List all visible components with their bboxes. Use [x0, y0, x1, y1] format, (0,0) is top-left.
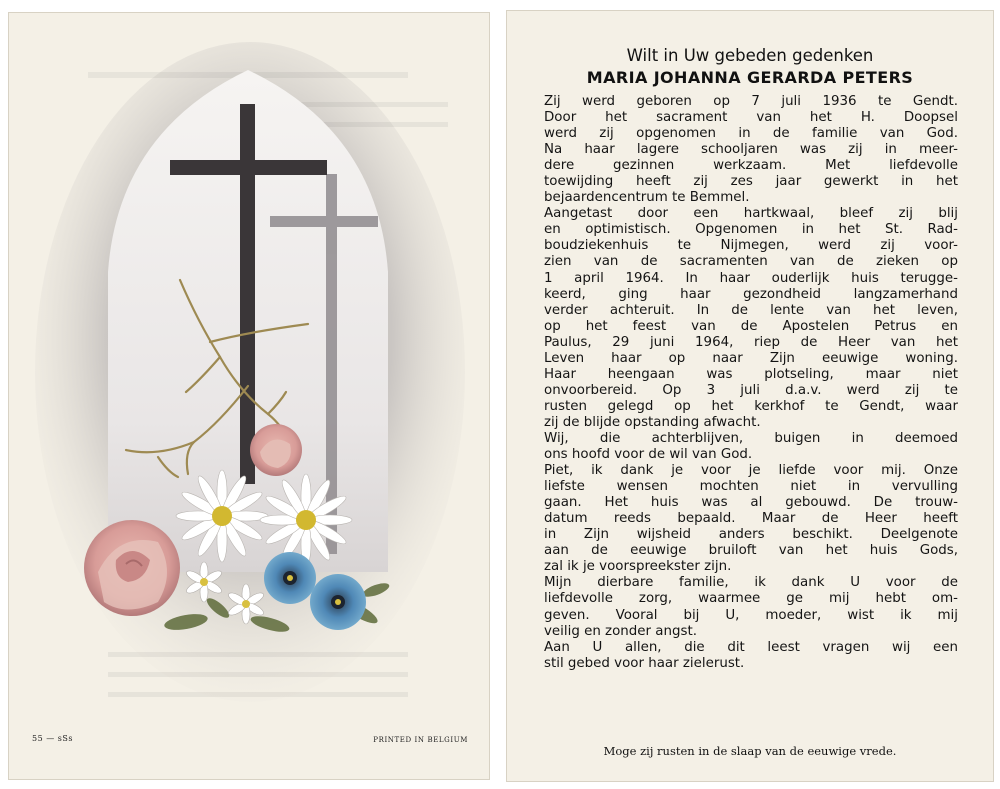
memorial-text: [544, 94, 958, 672]
text-line: veilig en zonder angst.: [544, 623, 697, 639]
paragraph: [544, 431, 958, 463]
paragraph: [544, 575, 958, 639]
text-line: liefdevolle zorg, waarmee ge mij hebt om-: [544, 591, 958, 607]
text-line: Haar heengaan was plotseling, maar niet: [544, 366, 958, 382]
text-line: zal ik je voorspreekster zijn.: [544, 559, 732, 575]
text-line: boudziekenhuis te Nijmegen, werd zij voor-: [544, 238, 958, 254]
text-line: Zij werd geboren op 7 juli 1936 te Gendt.: [544, 94, 958, 109]
pink-rose-large: [84, 520, 180, 616]
paragraph: [544, 463, 958, 575]
text-line: Mijn dierbare familie, ik dank U voor de: [544, 575, 958, 591]
text-line: liefste wensen mochten niet in vervulling: [544, 479, 958, 495]
text-line: ons hoofd voor de wil van God.: [544, 447, 753, 463]
paragraph: [544, 94, 958, 206]
intro-line: Wilt in Uw gebeden gedenken: [626, 46, 874, 65]
text-line: Aan U allen, die dit leest vragen wij een: [544, 639, 958, 655]
text-line: Door het sacrament van het H. Doopsel: [544, 110, 958, 126]
text-line: en optimistisch. Opgenomen in het St. Rad-: [544, 222, 958, 238]
text-line: toewijding heeft zij zes jaar gewerkt in het: [544, 174, 958, 190]
paragraph: [544, 206, 958, 431]
text-line: 1 april 1964. In haar ouderlijk huis terugge-: [544, 270, 958, 286]
text-line: op het feest van de Apostelen Petrus en: [544, 318, 958, 334]
paragraph: [544, 640, 958, 672]
text-line: dere gezinnen werkzaam. Met liefdevolle: [544, 158, 958, 174]
text-line: datum reeds bepaald. Maar de Heer heeft: [544, 511, 958, 527]
text-line: zij de blijde opstanding afwacht.: [544, 414, 761, 430]
text-line: geven. Vooral bij U, moeder, wist ik mij: [544, 607, 958, 623]
text-line: verder achteruit. In de lente van het leven,: [544, 302, 958, 318]
text-line: Aangetast door een hartkwaal, bleef zij blij: [544, 206, 958, 222]
text-line: Na haar lagere schooljaren was zij in meer-: [544, 142, 958, 158]
print-code: 55 — sSs: [32, 734, 73, 743]
text-line: Leven haar op naar Zijn eeuwige woning.: [544, 350, 958, 366]
deceased-name: MARIA JOHANNA GERARDA PETERS: [586, 68, 914, 87]
text-line: Wij, die achterblijven, buigen in deemoed: [544, 430, 958, 446]
text-line: in Zijn wijsheid anders beschikt. Deelgenote: [544, 527, 958, 543]
text-line: zien van de sacramenten van de zieken op: [544, 254, 958, 270]
printed-in-label: PRINTED IN BELGIUM: [373, 736, 468, 744]
closing-prayer: Moge zij rusten in de slaap van de eeuwige vrede.: [603, 744, 897, 758]
text-line: stil gebed voor haar zielerust.: [544, 655, 745, 671]
memorial-card-back: [506, 10, 994, 782]
text-line: aan de eeuwige bruiloft van het huis Gods,: [544, 543, 958, 559]
text-line: bejaardencentrum te Bemmel.: [544, 190, 750, 206]
cross-and-flowers-illustration: [8, 12, 490, 780]
text-line: werd zij opgenomen in de familie van God.: [544, 126, 958, 142]
text-line: rusten gelegd op het kerkhof te Gendt, waar: [544, 398, 958, 414]
text-line: Paulus, 29 juni 1964, riep de Heer van het: [544, 334, 958, 350]
text-line: onvoorbereid. Op 3 juli d.a.v. werd zij te: [544, 382, 958, 398]
memorial-card-front: [8, 12, 490, 780]
pink-rose-small: [250, 424, 302, 476]
text-line: keerd, ging haar gezondheid langzamerhand: [544, 286, 958, 302]
text-line: gaan. Het huis was al gebouwd. De trouw-: [544, 495, 958, 511]
text-line: Piet, ik dank je voor je liefde voor mij. Onze: [544, 463, 958, 479]
